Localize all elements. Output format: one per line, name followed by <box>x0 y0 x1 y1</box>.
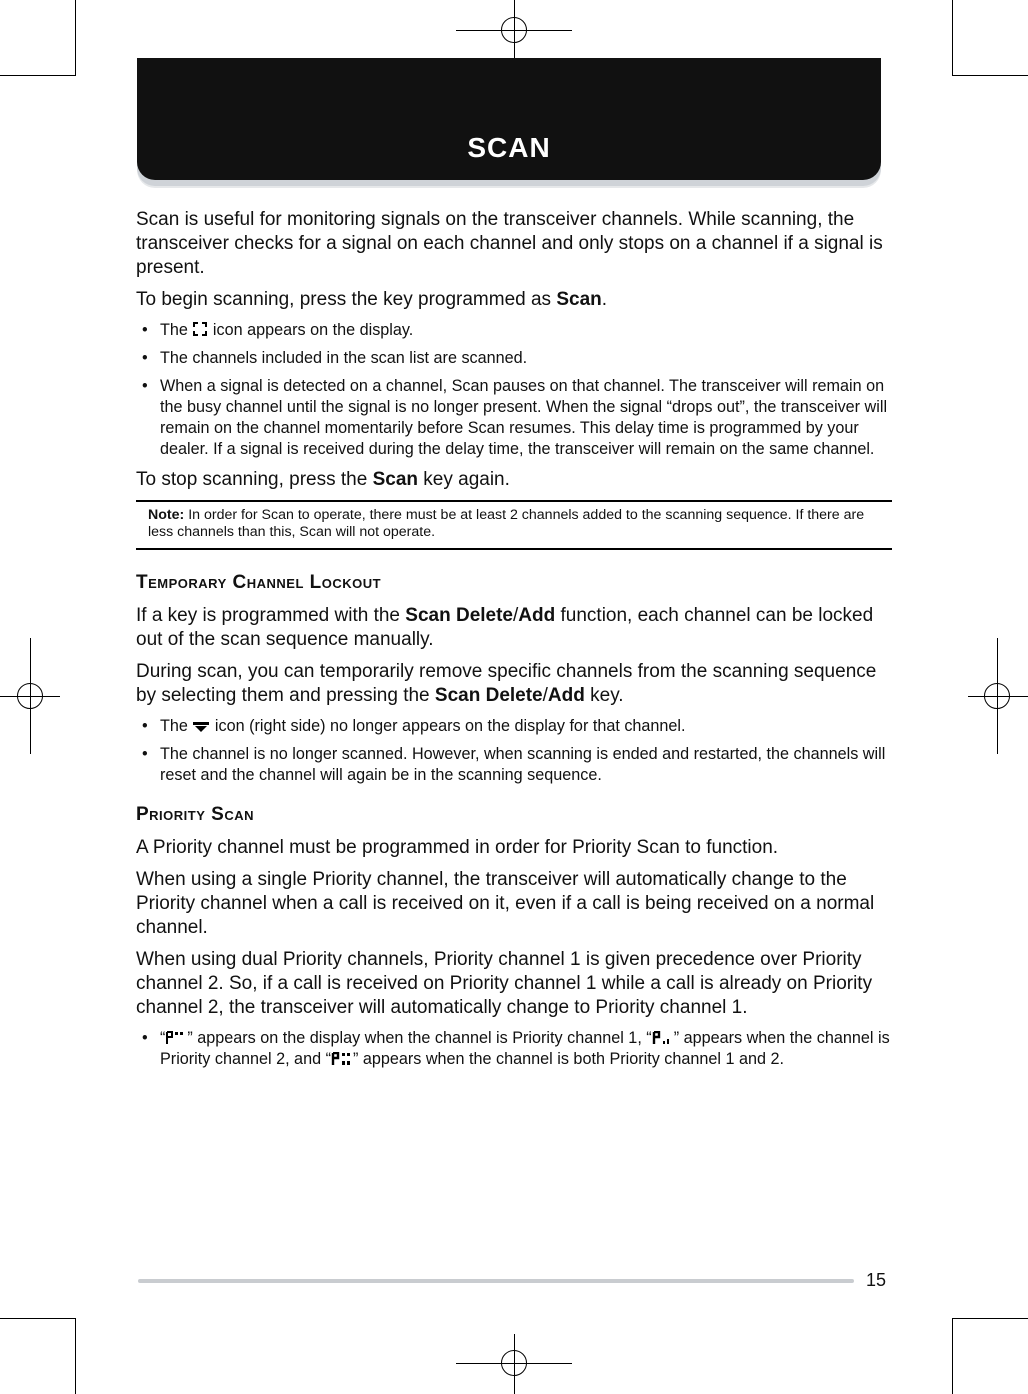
scan-icon <box>192 321 208 337</box>
section-banner <box>137 58 881 180</box>
lockout-bullets <box>136 716 892 786</box>
priority-bullets <box>136 1028 892 1070</box>
list-item: • “ ” appears on the display when the channel is Priority channel 1, “ ” appears when the channel is Priority channel 2, and “ ” appears when the channel is both Priority channel 1 and 2. <box>136 1028 892 1070</box>
scan-bullets <box>136 320 892 460</box>
page-number: 15 <box>866 1270 887 1290</box>
stop-scan-paragraph: To stop scanning, press the Scan key again. <box>136 469 510 490</box>
scan-add-icon <box>192 721 210 733</box>
list-item: • The icon (right side) no longer appears on the display for that channel. <box>136 716 892 737</box>
priority-1-icon <box>165 1031 187 1045</box>
list-item: • When a signal is detected on a channel, Scan pauses on that channel. The transceiver will remain on the busy channel until the signal is no longer present. When the signal “drops out”, the transceiver will remain on the channel momentarily before Scan resumes. This delay time is programmed by your dealer. If a signal is received during the delay time, the transceiver will remain on the same channel. <box>136 376 892 460</box>
lockout-paragraph-2: During scan, you can temporarily remove specific channels from the scanning sequence by selecting them and pressing the Scan Delete/Add key. <box>136 661 877 706</box>
page-content <box>136 208 892 1078</box>
section-title: SCAN <box>467 132 551 163</box>
list-item: • The icon appears on the display. <box>136 320 892 341</box>
priority-2-icon <box>652 1031 674 1045</box>
priority-paragraph-1: A Priority channel must be programmed in order for Priority Scan to function. <box>136 837 779 858</box>
lockout-paragraph-1: If a key is programmed with the Scan Delete/Add function, each channel can be locked out of the scan sequence manually. <box>136 605 874 650</box>
priority-both-icon <box>331 1052 353 1066</box>
heading-temporary-channel-lockout: Temporary Channel Lockout <box>136 572 382 593</box>
heading-priority-scan: Priority Scan <box>136 804 255 825</box>
footer-rule <box>138 1279 854 1283</box>
list-item: • The channel is no longer scanned. However, when scanning is ended and restarted, the channels will reset and the channel will again be in the scanning sequence. <box>136 744 892 786</box>
priority-paragraph-2: When using a single Priority channel, the transceiver will automatically change to the Priority channel when a call is received on it, even if a call is being received on a normal channel. <box>136 869 875 938</box>
note-box: Note: In order for Scan to operate, there must be at least 2 channels added to the scanning sequence. If there are less channels than this, Scan will not operate. <box>136 500 892 550</box>
priority-paragraph-3: When using dual Priority channels, Priority channel 1 is given precedence over Priority channel 2. So, if a call is received on Priority channel 1 while a call is already on Priority channel 2, the transceiver will automatically change to Priority channel 1. <box>136 949 873 1018</box>
begin-scan-paragraph: To begin scanning, press the key programmed as Scan. <box>136 289 608 310</box>
intro-paragraph: Scan is useful for monitoring signals on the transceiver channels. While scanning, the transceiver checks for a signal on each channel and only stops on a channel if a signal is present. <box>136 209 883 278</box>
list-item: • The channels included in the scan list are scanned. <box>136 348 892 369</box>
